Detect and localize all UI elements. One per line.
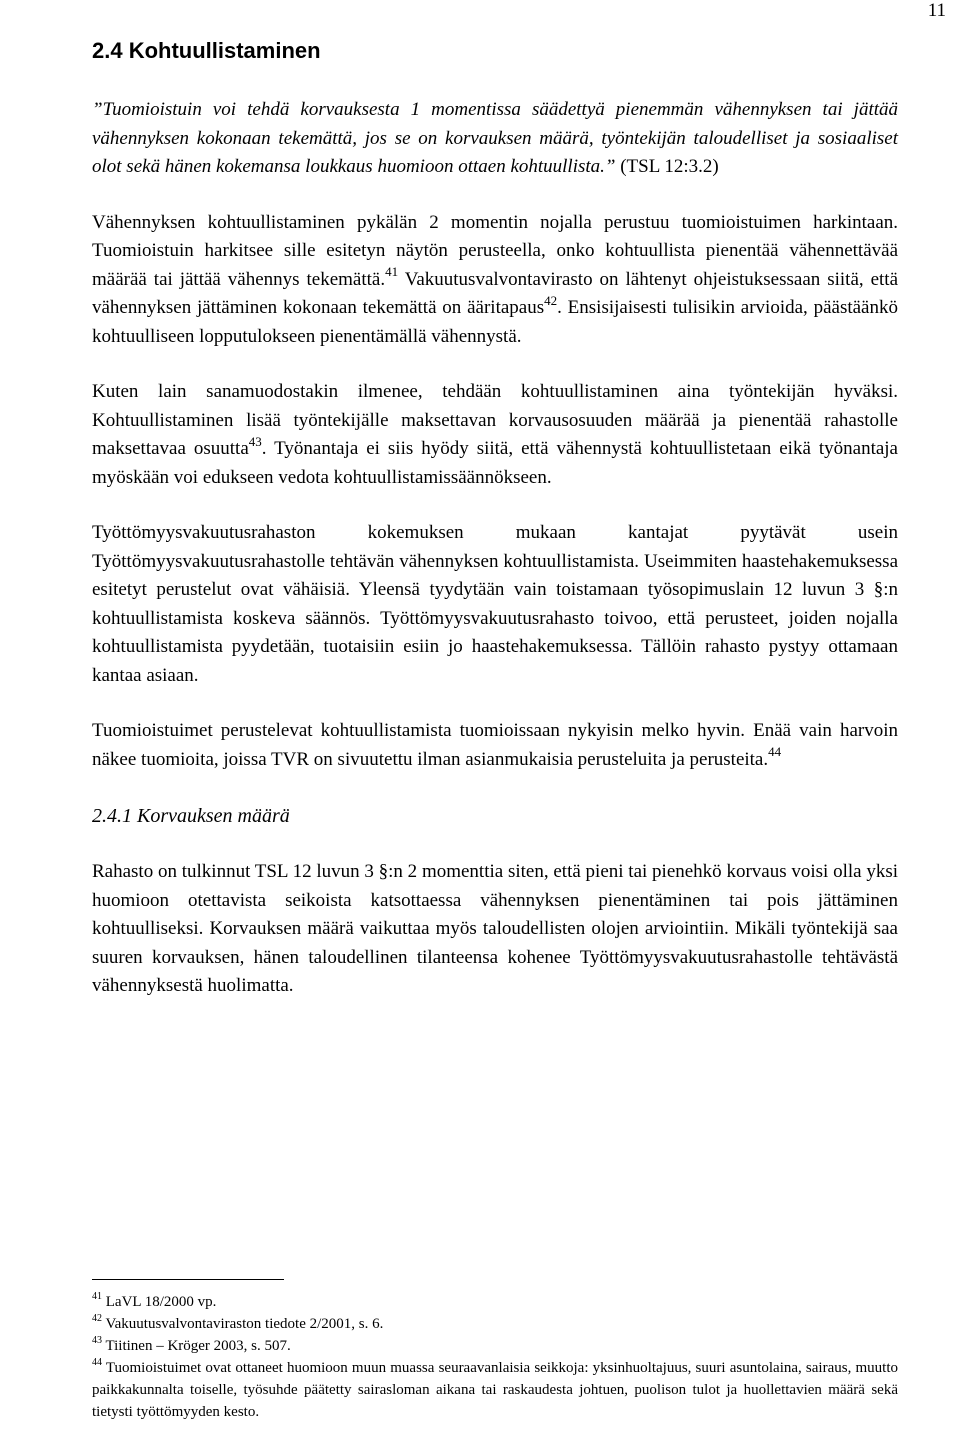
footnotes (92, 1291, 898, 1423)
paragraph (92, 209, 898, 352)
page-number: 11 (927, 0, 946, 21)
paragraph-text: Vakuutusvalvontavirasto on lähtenyt ohjeistuksessaan siitä, että vähennyksen jättäminen kokonaan tekemättä on ääritapaus (92, 268, 899, 318)
subsection-heading: 2.4.1 Korvauksen määrä (92, 805, 290, 827)
paragraph (92, 858, 898, 1001)
footnote-number: 41 (92, 1291, 102, 1302)
paragraph-text: Vähennyksen kohtuullistaminen pykälän 2 momentin nojalla perustuu tuomioistuimen harkintaan. Tuomioistuin harkitsee sille esitetyn näytön perusteella, onko kohtuullista pienentää vähennettävää määrää tai jättää vähennys tekemättä. (92, 211, 898, 290)
footnote (92, 1291, 898, 1313)
footnote-reference: 43 (248, 433, 262, 449)
paragraph-text: Kuten lain sanamuodostakin ilmenee, tehdään kohtuullistaminen aina työntekijän hyväksi. Kohtuullistaminen lisää työntekijälle maksettavan korvausosuuden määrää ja pienentää rahastolle maksettavaa osuutta (92, 381, 898, 459)
section-heading: 2.4 Kohtuullistaminen (92, 38, 321, 63)
paragraph (92, 519, 898, 690)
paragraph (92, 378, 898, 492)
footnote (92, 1335, 898, 1357)
footnote-reference: 44 (768, 744, 782, 760)
footnote-text: Vakuutusvalvontaviraston tiedote 2/2001, s. 6. (102, 1316, 384, 1332)
paragraph-text: Tuomioistuimet perustelevat kohtuullistamista tuomioissaan nykyisin melko hyvin. Enää vain harvoin näkee tuomioita, joissa TVR on sivuutettu ilman asianmukaisia perusteluita ja perusteita. (92, 720, 898, 770)
footnote-text: LaVL 18/2000 vp. (102, 1294, 217, 1310)
footnote-number: 44 (92, 1357, 102, 1368)
footnote-text: Tuomioistuimet ovat ottaneet huomioon muun muassa seuraavanlaisia seikkoja: yksinhuoltajuus, suuri asuntolaina, sairaus, muutto paikkakunnalta toiselle, työsuhde päätetty sairasloman aikana tai raskaudesta johtuen, puolison tulot ja huollettavien määrä sekä tietysti työttömyyden kesto. (92, 1360, 898, 1420)
subsection-paragraphs (92, 858, 898, 1001)
law-quote (92, 96, 898, 182)
footnote-number: 43 (92, 1335, 102, 1346)
law-quote-text: ”Tuomioistuin voi tehdä korvauksesta 1 momentissa säädettyä pienemmän vähennyksen tai jättää vähennyksen kokonaan tekemättä, jos se on korvauksen määrä, työntekijän taloudelliset ja sosiaaliset olot sekä hänen kokemansa loukkaus huomioon ottaen kohtuullista.” (92, 99, 898, 177)
footnote (92, 1357, 898, 1423)
section-paragraphs (92, 209, 898, 775)
paragraph-text: Rahasto on tulkinnut TSL 12 luvun 3 §:n 2 momenttia siten, että pieni tai pienehkö korvaus voisi olla yksi huomioon otettavista seikoista katsottaessa vähennyksen pienentäminen tai pois jättäminen kohtuulliseksi. Korvauksen määrä vaikuttaa myös taloudellisten olojen arviointiin. Mikäli työntekijä saa suuren korvauksen, hänen taloudellinen tilanteensa kohenee Työttömyysvakuutusrahastolle tehtävästä vähennyksestä huolimatta. (92, 861, 898, 996)
footnote-reference: 42 (544, 292, 558, 308)
footnote-reference: 41 (385, 264, 399, 280)
paragraph-text: Työttömyysvakuutusrahaston kokemuksen mukaan kantajat pyytävät usein Työttömyysvakuutusrahastolle tehtävän vähennyksen kohtuullistamista. Useimmiten haastehakemuksessa esitetyt perustelut ovat vähäisiä. Yleensä tyydytään vain toistamaan työsopimuslain 12 luvun 3 §:n kohtuullistamista koskeva säännös. Työttömyysvakuutusrahasto toivoo, että perusteet, joiden nojalla kohtuullistamista pyydetään, tuotaisiin esiin jo haastehakemuksessa. Tällöin rahasto pystyy ottamaan kantaa asiaan. (92, 522, 898, 686)
document-body (92, 36, 898, 1028)
footnote-text: Tiitinen – Kröger 2003, s. 507. (102, 1338, 291, 1354)
footnote-number: 42 (92, 1313, 102, 1324)
law-quote-reference: (TSL 12:3.2) (620, 156, 719, 177)
footnote (92, 1313, 898, 1335)
paragraph-text: . Työnantaja ei siis hyödy siitä, että vähennystä kohtuullistetaan eikä työnantaja myöskään voi edukseen vedota kohtuullistamissäännökseen. (92, 438, 898, 488)
paragraph (92, 717, 898, 774)
paragraph-text: . Ensisijaisesti tulisikin arvioida, päästäänkö kohtuulliseen lopputulokseen pienentämällä vähennystä. (92, 297, 898, 347)
footnote-separator (92, 1279, 284, 1280)
